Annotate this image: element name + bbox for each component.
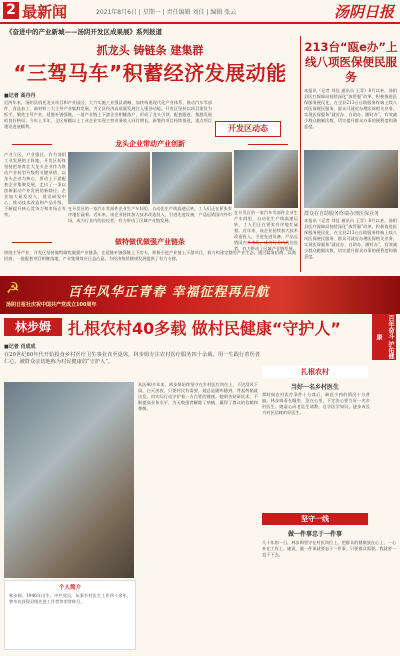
column-rule bbox=[300, 36, 301, 272]
feature-person-name: 林步姆 bbox=[4, 318, 62, 336]
lead-title: “三驾马车”积蓄经济发展动能 bbox=[13, 61, 287, 85]
newspaper-logo: 汤阴日报 bbox=[333, 3, 394, 21]
section-heading-1: 龙头企业带动产业创新 bbox=[4, 138, 296, 150]
lead-author: ■记者 高丹丹 bbox=[4, 93, 36, 99]
profile-title: 个人简介 bbox=[58, 585, 81, 591]
feature-reporter: ■记者 肖成成 bbox=[4, 344, 36, 350]
feature-intro: 在20世纪60年代开始投身乡村医疗卫生事业直至退休，林步姆专注农村医疗服务四十余载，用一生践行着医者仁心，被群众亲切地称为村民健康的“守护人”。 bbox=[4, 352, 260, 365]
section-badge: 开发区动态 bbox=[215, 121, 281, 137]
side-story-photo bbox=[304, 150, 398, 208]
lead-subtitle: 抓龙头 铸链条 建集群 bbox=[96, 44, 204, 57]
series-kicker: 《奋进中的产业新城——汤阴开发区成果展》系列报道 bbox=[6, 28, 162, 36]
section-heading-2: 做特做优做强产业链条 bbox=[4, 236, 296, 248]
subhead-1-body: 那时候农村医疗条件十分落后，缺医少药的情况十分普遍。林步姆看在眼里、急在心里，下定决心要当好一名乡村医生。她虚心向老医生请教，自学医学知识，逐步成长为村民信赖的好医生。 bbox=[262, 392, 370, 415]
section-1-body-2: 在开发区的一家汽车零部件企业生产车间里，自动化生产线高速运转，工人们正在紧张有序地忙碌着。近年来，该企业持续加大技术改造投入，引进先进设备，产品远销国内外市场，成为行业内的佼佼者，有力带动了区域产业链发展。 bbox=[68, 206, 232, 223]
banner-subtitle: 汤阴日报社庆祝中国共产党成立100周年 bbox=[6, 302, 97, 308]
subhead-2-tagline: 做一件事忠于一件事 bbox=[287, 531, 342, 538]
factory-photo-3 bbox=[234, 150, 298, 208]
page-name: 最新闻 bbox=[22, 3, 68, 21]
page-header bbox=[0, 0, 400, 24]
page-number: 2 bbox=[3, 2, 19, 19]
side-story-title: 213台“瓯e办”上线八项医保便民服务 bbox=[304, 40, 398, 84]
lead-body: 近两年来，汤阴县依托龙头项目和产业园区，大力实施工业强县战略，加快构建现代化产业体系，推动汽车零部件、食品加工、新材料三大主导产业集群发展，为全县经济高质量发展注入强劲动能。开发区坚持以项目建设为抓手，聚焦主导产业，延链补链强链，一批产业链上下游企业相继落户，形成了龙头引领、配套跟进、集群发展的良好格局。今年上半年，全区规模以上工业企业实现主营业务收入同比增长，新签约项目持续推进，重点项目建设进展顺利。 bbox=[4, 100, 212, 129]
side-story-body: 本报讯（记者 刘佳 通讯员 王青）8月以来，汤阴县医疗保障局持续深化“放管服”改革，积极推进医保服务便民化，在全县213台自助服务终端上线八项医保便民服务，群众可就近办理医保相关业务，实现医保服务“就近办、自助办、随时办”，有效减少群众跑腿次数，切实提升群众办事的便利度和满意度。 bbox=[304, 88, 397, 129]
feature-portrait-photo bbox=[4, 382, 134, 578]
section-1-body-3: 在开发区的一家汽车零部件企业生产车间里，自动化生产线高速运转，工人们正在紧张有序地忙碌着。近年来，该企业持续加大技术改造投入，引进先进设备，产品远销国内外市场，成为行业内的佼佼者，有力带动了区域产业链发展。 bbox=[234, 210, 298, 251]
factory-photo-1 bbox=[68, 152, 150, 204]
side-story-body-cont: 本报讯（记者 刘佳 通讯员 王青）8月以来，汤阴县医疗保障局持续深化“放管服”改革，积极推进医保服务便民化，在全县213台自助服务终端上线八项医保便民服务，群众可就近办理医保相关业务，实现医保服务“就近办、自助办、随时办”，有效减少群众跑腿次数，切实提升群众办事的便利度和满意度。 bbox=[304, 218, 397, 259]
subhead-2: 坚守一线 bbox=[262, 513, 368, 525]
anniversary-banner bbox=[0, 276, 400, 314]
subhead-1-tagline: 当好一名乡村医生 bbox=[290, 384, 339, 391]
section-1-body: 产业立区，产业强区。作为汤阴工业发展的主阵地，开发区始终坚持把培育壮大龙头企业作为推动产业转型升级的关键举措，以龙头企业为核心，带动上下游配套企业集聚发展，走出了一条以创新驱动产业发展的新路径。企业加大研发投入，建设研发中心，推动技术改造和产品升级，不断提升核心竞争力和市场占有率。 bbox=[4, 152, 66, 217]
factory-photo-2 bbox=[152, 152, 232, 204]
profile-box bbox=[4, 580, 136, 650]
party-flag-icon: ☭ bbox=[6, 279, 20, 297]
feature-body: 从医40多年来，林步姆始终坚守在乡村医疗岗位上，不论刮风下雨、白天黑夜，只要村民有需要，她总是随叫随到，背起药箱就出发，用实际行动守护着一方百姓的健康。她刻苦钻研医术，不断提高业务水平，为无数患者解除了病痛，赢得了群众的信赖和尊敬。 bbox=[138, 382, 258, 411]
subhead-1: 扎根农村 bbox=[262, 366, 368, 378]
feature-headline: 扎根农村40多载 做村民健康“守护人” bbox=[68, 319, 341, 338]
side-story-caption: 群众在自助服务终端办理医保业务 bbox=[304, 211, 380, 217]
section-2-body: 围绕主导产业，开发区坚持做特做优做强产业链条，在延链补链强链上下功夫，积极引进产业链上下游项目，着力构建完整的产业生态。通过精准招商、以商招商，一批配套项目相继落地，产业集聚效应日益凸显，为经济持续健康发展提供了有力支撑。 bbox=[4, 250, 296, 261]
header-meta: 2021年8月6日 | 星期一 | 责任编辑 刘佳 | 编辑 张云 bbox=[96, 9, 237, 16]
series-tab: 百年奋斗 护佑健康 bbox=[372, 314, 396, 360]
subhead-2-body: 几十年如一日，林步姆坚守在村医岗位上，把群众的健康放在心上，一心扑在工作上。她说，做一件事就要忠于一件事，只要群众需要，我就要一直干下去。 bbox=[262, 540, 397, 557]
profile-body: 林步姆，1946年出生，中共党员，从事乡村医生工作四十余年，曾多次获得县级先进工作者等荣誉称号。 bbox=[9, 593, 131, 604]
banner-slogan: 百年风华正青春 幸福征程再启航 bbox=[68, 285, 270, 300]
